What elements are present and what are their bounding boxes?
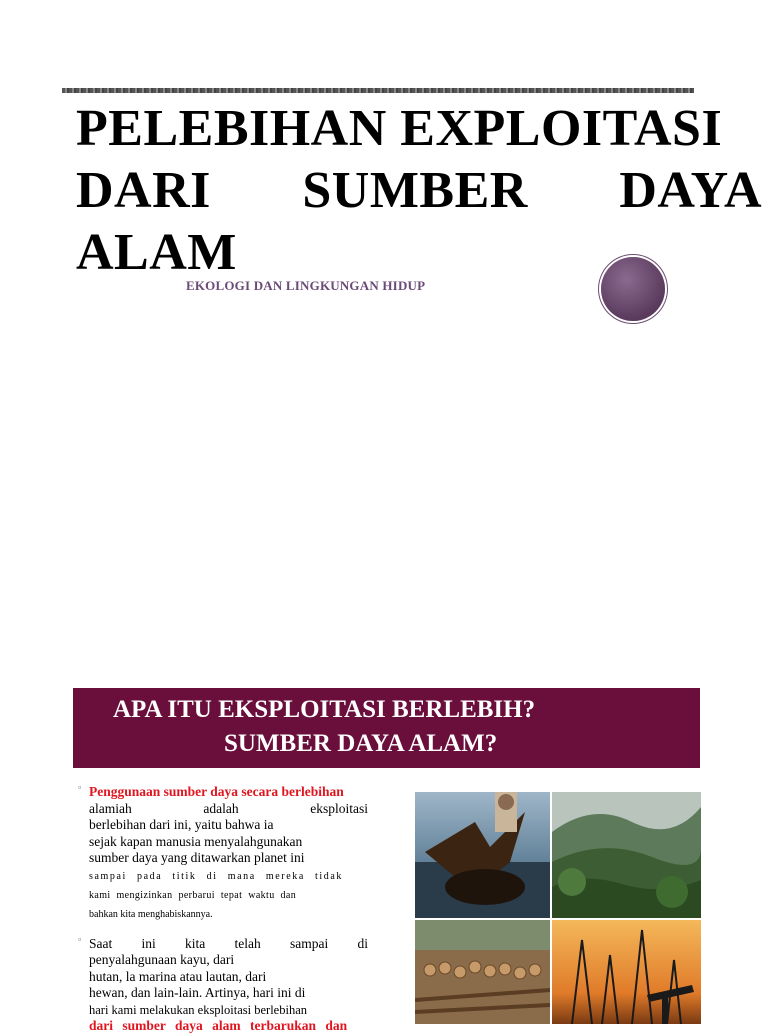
photo-collage: [415, 792, 701, 1024]
body-word: kita: [184, 935, 206, 951]
bullet-marker: ▫: [78, 782, 82, 792]
body-word: di: [357, 935, 368, 951]
forest-hills-photo: [552, 792, 701, 918]
body-line: [89, 801, 368, 818]
oil-spill-bird-photo: [415, 792, 550, 918]
body-line: sumber daya yang ditawarkan planet ini: [89, 850, 305, 865]
banner-title-line-2: SUMBER DAYA ALAM?: [224, 730, 498, 757]
title-word: DAYA: [619, 162, 762, 219]
body-word: alamiah: [89, 800, 132, 816]
paragraph-2: [78, 933, 368, 1035]
body-line: hewan, dan lain-lain. Artinya, hari ini di: [89, 985, 306, 1000]
bullet-marker: ▫: [78, 933, 82, 944]
body-line-small: [89, 886, 368, 905]
body-text-column: [78, 784, 368, 1035]
banner-title-line-1: APA ITU EKSPLOITASI BERLEBIH?: [113, 696, 536, 723]
title-top-rule: [62, 88, 694, 93]
slide-subtitle: EKOLOGI DAN LINGKUNGAN HIDUP: [186, 278, 426, 293]
slide-title: [76, 98, 762, 284]
body-text: kami mengizinkan perbarui tepat waktu dan: [89, 889, 297, 901]
title-word: SUMBER: [302, 162, 528, 219]
body-word: ini: [141, 935, 156, 951]
body-line: sejak kapan manusia menyalahgunakan: [89, 833, 303, 849]
body-word: eksploitasi: [310, 800, 368, 816]
body-line: penyalahgunaan kayu, dari: [89, 952, 235, 967]
title-word: ALAM: [76, 224, 237, 281]
body-word: sampai: [289, 935, 329, 951]
body-line: berlebihan dari ini, yaitu bahwa ia: [89, 817, 274, 832]
title-line-1: [76, 98, 762, 160]
paragraph-1: [78, 784, 368, 924]
body-line-small: bahkan kita menghabiskannya.: [89, 908, 213, 920]
body-line: hutan, la marina atau lautan, dari: [89, 968, 267, 984]
body-text: sampai pada titik di mana mereka tidak: [89, 870, 343, 882]
highlighted-text: dari sumber daya alam terbarukan dan: [89, 1018, 348, 1033]
body-line: [89, 936, 368, 953]
title-word: DARI: [76, 162, 211, 219]
body-line-small: [89, 867, 368, 886]
highlighted-text: Penggunaan sumber daya secara berlebihan: [89, 784, 344, 799]
slide2-banner: [73, 688, 700, 768]
title-word: PELEBIHAN EXPLOITASI: [76, 100, 723, 157]
body-line: hari kami melakukan eksploitasi berlebihan: [89, 1002, 307, 1017]
body-word: telah: [234, 935, 261, 951]
oil-field-photo: [552, 920, 701, 1024]
log-pile-photo: [415, 920, 550, 1024]
body-word: Saat: [89, 935, 113, 951]
title-line-2: [76, 160, 762, 222]
decorative-circle: [601, 257, 665, 321]
body-word: adalah: [203, 800, 239, 816]
